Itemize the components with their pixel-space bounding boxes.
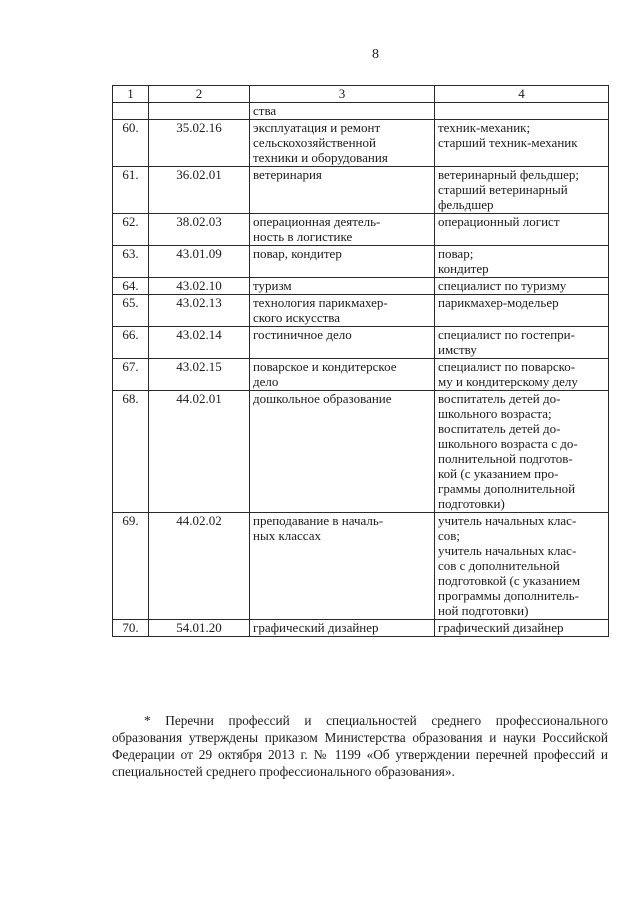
qualification-cell: ветеринарный фельдшер; старший ветеринарный фельдшер — [435, 167, 609, 214]
table-row — [113, 167, 609, 214]
table-row — [113, 214, 609, 246]
specialties-table — [112, 85, 609, 637]
specialty-code-cell: 43.02.10 — [149, 278, 250, 295]
specialty-code-cell: 44.02.01 — [149, 391, 250, 513]
row-number-cell: 61. — [113, 167, 149, 214]
specialty-code-cell: 36.02.01 — [149, 167, 250, 214]
qualification-cell: специалист по поварско- му и кондитерскому делу — [435, 359, 609, 391]
row-number-cell: 67. — [113, 359, 149, 391]
row-number-cell: 69. — [113, 513, 149, 620]
table-row — [113, 391, 609, 513]
row-number-cell: 68. — [113, 391, 149, 513]
column-header: 1 — [113, 86, 149, 103]
specialty-code-cell: 38.02.03 — [149, 214, 250, 246]
table-row — [113, 620, 609, 637]
table-row — [113, 513, 609, 620]
empty-cell — [435, 103, 609, 120]
footnote — [112, 712, 608, 780]
specialty-name-cell: поварское и кондитерское дело — [250, 359, 435, 391]
qualification-cell: техник-механик; старший техник-механик — [435, 120, 609, 167]
qualification-cell: повар; кондитер — [435, 246, 609, 278]
column-header: 4 — [435, 86, 609, 103]
specialty-name-cell: повар, кондитер — [250, 246, 435, 278]
specialty-name-cell: туризм — [250, 278, 435, 295]
specialty-name-cell: операционная деятель- ность в логистике — [250, 214, 435, 246]
page-number: 8 — [372, 47, 379, 62]
specialty-code-cell: 43.02.13 — [149, 295, 250, 327]
table-row — [113, 278, 609, 295]
qualification-cell: парикмахер-модельер — [435, 295, 609, 327]
specialty-code-cell: 35.02.16 — [149, 120, 250, 167]
row-number-cell: 65. — [113, 295, 149, 327]
column-header: 3 — [250, 86, 435, 103]
specialty-name-cell: преподавание в началь- ных классах — [250, 513, 435, 620]
continuation-row — [113, 103, 609, 120]
specialty-name-cell: ветеринария — [250, 167, 435, 214]
row-number-cell: 62. — [113, 214, 149, 246]
specialty-name-cell: дошкольное образование — [250, 391, 435, 513]
footnote-text: * Перечни профессий и специальностей среднего профессионального образования утверждены приказом Министерства образования и науки Российской Федерации от 29 октября 2013 г. № 1199 «Об утверждении перечней профессий и специальностей среднего профессионального образования». — [112, 713, 608, 779]
table-row — [113, 327, 609, 359]
row-number-cell: 63. — [113, 246, 149, 278]
row-number-cell: 60. — [113, 120, 149, 167]
continuation-text: ства — [250, 103, 435, 120]
table-row — [113, 246, 609, 278]
table-row — [113, 120, 609, 167]
specialty-code-cell: 54.01.20 — [149, 620, 250, 637]
qualification-cell: операционный логист — [435, 214, 609, 246]
specialty-code-cell: 44.02.02 — [149, 513, 250, 620]
specialty-name-cell: графический дизайнер — [250, 620, 435, 637]
row-number-cell: 64. — [113, 278, 149, 295]
qualification-cell: специалист по туризму — [435, 278, 609, 295]
column-header: 2 — [149, 86, 250, 103]
empty-cell — [149, 103, 250, 120]
qualification-cell: воспитатель детей до- школьного возраста; воспитатель детей до- школьного возраста с до- полнительной подготов- кой (с указанием про- граммы дополнительной подготовки) — [435, 391, 609, 513]
specialty-name-cell: эксплуатация и ремонт сельскохозяйственной техники и оборудования — [250, 120, 435, 167]
empty-cell — [113, 103, 149, 120]
table-row — [113, 359, 609, 391]
row-number-cell: 66. — [113, 327, 149, 359]
table-header-row — [113, 86, 609, 103]
row-number-cell: 70. — [113, 620, 149, 637]
specialty-code-cell: 43.01.09 — [149, 246, 250, 278]
qualification-cell: специалист по гостепри- имству — [435, 327, 609, 359]
specialty-code-cell: 43.02.15 — [149, 359, 250, 391]
specialty-name-cell: гостиничное дело — [250, 327, 435, 359]
specialty-name-cell: технология парикмахер- ского искусства — [250, 295, 435, 327]
qualification-cell: графический дизайнер — [435, 620, 609, 637]
qualification-cell: учитель начальных клас- сов; учитель начальных клас- сов с дополнительной подготовкой (с указанием программы дополнитель- ной подготовки) — [435, 513, 609, 620]
specialty-code-cell: 43.02.14 — [149, 327, 250, 359]
table-row — [113, 295, 609, 327]
